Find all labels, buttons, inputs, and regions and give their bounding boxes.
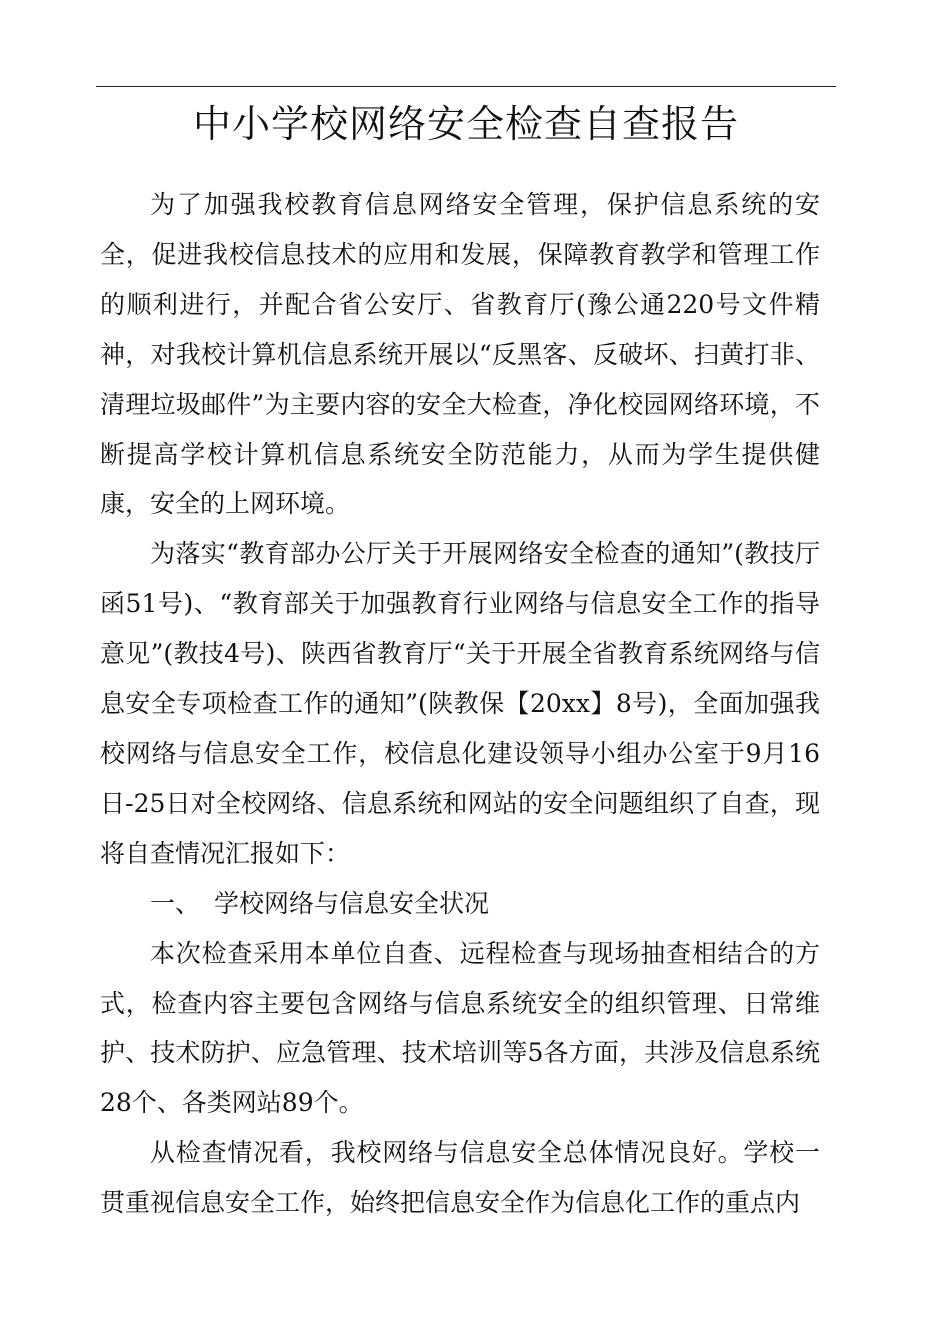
paragraph-overall: 从检查情况看，我校网络与信息安全总体情况良好。学校一贯重视信息安全工作，始终把信息安全作为信息化工作的重点内 bbox=[100, 1138, 820, 1218]
header-rule bbox=[96, 86, 836, 87]
document-title: 中小学校网络安全检查自查报告 bbox=[192, 102, 739, 146]
paragraph-implementation: 为落实“教育部办公厅关于开展网络安全检查的通知”(教技厅函51号)、“教育部关于加强教育行业网络与信息安全工作的指导意见”(教技4号)、陕西省教育厅“关于开展全省教育系统网络与信息安全专项检查工作的通知”(陕教保【20xx】8号)，全面加强我校网络与信息安全工作，校信息化建设领导小组办公室于9月16日-25日对全校网络、信息系统和网站的安全问题组织了自查，现将自查情况汇报如下： bbox=[100, 539, 820, 868]
section-title: 学校网络与信息安全状况 bbox=[214, 888, 490, 918]
document-body bbox=[100, 180, 820, 1228]
section-number: 一、 bbox=[150, 888, 201, 918]
paragraph-method: 本次检查采用本单位自查、远程检查与现场抽查相结合的方式，检查内容主要包含网络与信息系统安全的组织管理、日常维护、技术防护、应急管理、技术培训等5各方面，共涉及信息系统28个、各类网站89个。 bbox=[100, 938, 820, 1118]
paragraph-intro: 为了加强我校教育信息网络安全管理，保护信息系统的安全，促进我校信息技术的应用和发展，保障教育教学和管理工作的顺利进行，并配合省公安厅、省教育厅(豫公通220号文件精神，对我校计算机信息系统开展以“反黑客、反破坏、扫黄打非、清理垃圾邮件”为主要内容的安全大检查，净化校园网络环境，不断提高学校计算机信息系统安全防范能力，从而为学生提供健康，安全的上网环境。 bbox=[100, 190, 820, 519]
section-heading bbox=[100, 879, 820, 929]
